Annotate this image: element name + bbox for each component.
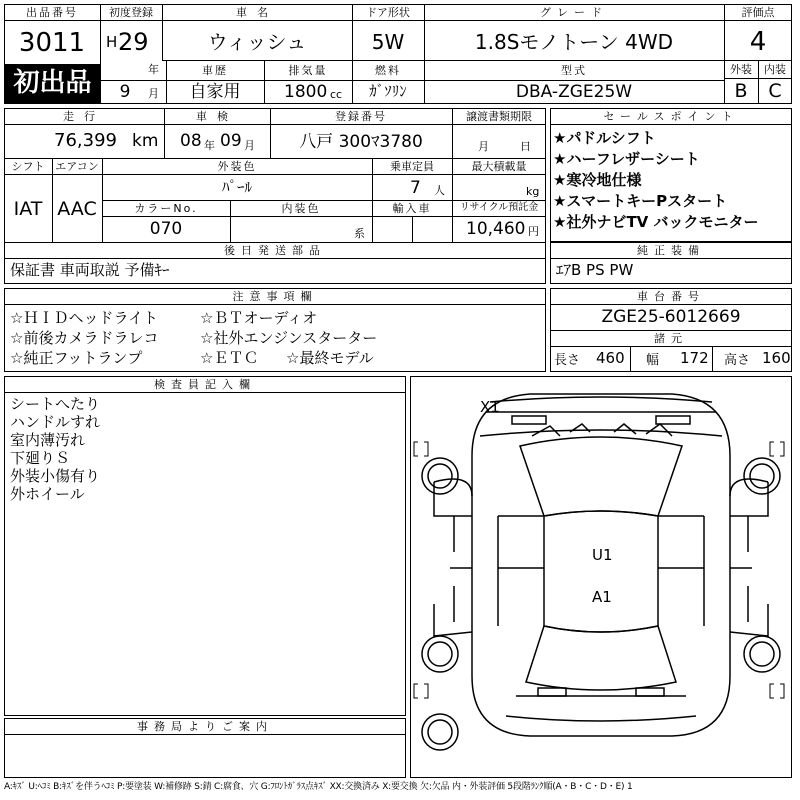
interior-grade-label: 内装 xyxy=(764,63,786,76)
width-label: 幅 xyxy=(646,353,660,368)
note-item: ☆純正フットランプ xyxy=(10,349,143,367)
inspector-item: シートへたり xyxy=(10,395,101,413)
car-diagram xyxy=(410,376,792,778)
height-label: 高さ xyxy=(724,353,751,368)
inspection-year-unit: 年 xyxy=(204,139,215,152)
deadline-label: 譲渡書類期限 xyxy=(466,110,532,123)
color-number-label: カラーNo. xyxy=(134,202,198,215)
note-item: ☆ＨＩＤヘッドライト xyxy=(10,309,158,327)
lot-number: 3011 xyxy=(18,28,86,58)
registration-month: 9 xyxy=(119,82,131,102)
capacity: 7 xyxy=(410,178,421,198)
mileage-label: 走行 xyxy=(63,110,105,123)
capacity-unit: 人 xyxy=(434,184,445,197)
inspector-item: 外装小傷有り xyxy=(10,467,101,485)
import-label: 輸入車 xyxy=(392,202,432,215)
damage-mark: X1 xyxy=(480,398,500,416)
first-registration-label: 初度登録 xyxy=(109,6,153,19)
recycle-fee: 10,460 xyxy=(466,219,526,239)
equipment-title: 純正装備 xyxy=(637,244,705,257)
deadline-month-unit: 月 xyxy=(478,140,489,153)
model-label: 型式 xyxy=(561,64,587,77)
later-parts: 保証書 車両取説 予備ｷｰ xyxy=(10,261,170,279)
chassis-title: 車台番号 xyxy=(637,290,705,303)
exterior-grade-label: 外装 xyxy=(730,63,752,76)
model-code: DBA-ZGE25W xyxy=(515,82,633,102)
equipment-value: ｴｱB PS PW xyxy=(556,261,634,279)
notes-title: 注意事項欄 xyxy=(232,290,318,303)
inspection-month: 09 xyxy=(220,131,242,151)
color-number: 070 xyxy=(149,219,183,239)
recycle-fee-unit: 円 xyxy=(528,225,539,238)
year-unit: 年 xyxy=(148,63,159,76)
max-load-unit: kg xyxy=(526,185,540,198)
exterior-color-label: 外装色 xyxy=(217,160,257,173)
door-type: 5W xyxy=(371,30,405,54)
inspector-list xyxy=(10,395,100,503)
sales-point-item: ★パドルシフト xyxy=(553,129,656,147)
grade: 1.8Sモノトーン 4WD xyxy=(474,30,674,54)
exterior-color: ﾊﾟｰﾙ xyxy=(221,178,252,196)
height: 160 xyxy=(762,349,791,367)
legend-text: A:ｷｽﾞ U:ﾍｺﾐ B:ｷｽﾞを伴うﾍｺﾐ P:要塗装 W:補修跡 S:錆 C:腐食、穴 G:ﾌﾛﾝﾄｶﾞﾗｽ点ｷｽﾞ XX:交換済み X:要交換 欠:欠品 内・外装評価 5段階ﾗﾝｸ順(A・B・C・D・E) 1 xyxy=(4,782,633,792)
dimensions-title: 諸元 xyxy=(654,332,688,345)
air-conditioner: AAC xyxy=(57,198,97,220)
shift: IAT xyxy=(13,198,43,220)
inspector-item: 室内薄汚れ xyxy=(10,431,86,449)
cc-unit: cc xyxy=(330,88,343,101)
inspector-title: 検査員記入欄 xyxy=(154,378,256,391)
note-item: ☆前後カメラドラレコ xyxy=(10,329,159,347)
inspection-year: 08 xyxy=(180,131,202,151)
score: 4 xyxy=(749,27,767,57)
interior-color-unit: 系 xyxy=(354,227,365,240)
plate-number: 八戸 300ﾏ3780 xyxy=(299,132,423,152)
history: 自家用 xyxy=(189,82,241,102)
damage-mark: A1 xyxy=(592,588,612,606)
sales-point-item: ★ハーフレザーシート xyxy=(553,150,700,168)
sales-points-list xyxy=(553,128,791,233)
later-parts-label: 後日発送部品 xyxy=(224,244,326,257)
door-label: ドア形状 xyxy=(366,6,410,19)
ac-label: エアコン xyxy=(55,160,99,173)
capacity-label: 乗車定員 xyxy=(390,160,434,173)
displacement: 1800 xyxy=(284,82,328,102)
sales-points-title: セールスポイント xyxy=(603,110,739,123)
office-title: 事務局よりご案内 xyxy=(137,720,273,733)
chassis-number: ZGE25-6012669 xyxy=(601,307,741,327)
damage-mark: U1 xyxy=(592,546,613,564)
fuel: ｶﾞｿﾘﾝ xyxy=(369,82,407,100)
era-letter: H xyxy=(106,33,118,51)
fuel-label: 燃料 xyxy=(375,64,401,77)
recycle-fee-label: リサイクル預託金 xyxy=(459,202,539,213)
lot-number-label: 出品番号 xyxy=(26,6,78,19)
first-listing-text: 初出品 xyxy=(13,68,92,98)
note-item: ☆ＥＴＣ xyxy=(200,349,259,367)
score-label: 評価点 xyxy=(741,6,775,19)
note-item: ☆社外エンジンスターター xyxy=(200,329,378,347)
inspector-item: 外ホイール xyxy=(10,485,85,503)
max-load-label: 最大積載量 xyxy=(471,160,527,173)
car-name: ウィッシュ xyxy=(207,30,307,54)
interior-grade: C xyxy=(768,80,782,102)
inspection-label: 車検 xyxy=(196,110,238,123)
length: 460 xyxy=(596,349,625,367)
month-unit: 月 xyxy=(148,87,159,100)
mileage: 76,399 xyxy=(54,130,117,151)
note-item: ☆ＢＴオーディオ xyxy=(200,309,318,327)
plate-label: 登録番号 xyxy=(335,110,387,123)
sales-point-item: ★寒冷地仕様 xyxy=(553,171,642,189)
shift-label: シフト xyxy=(11,160,45,173)
registration-year: 29 xyxy=(118,28,149,56)
length-label: 長さ xyxy=(554,353,581,368)
inspector-item: ハンドルすれ xyxy=(10,413,101,431)
inspection-month-unit: 月 xyxy=(244,139,255,152)
width: 172 xyxy=(680,349,709,367)
inspector-item: 下廻りＳ xyxy=(10,449,71,467)
grade-label: グレード xyxy=(540,6,608,19)
sales-point-item: ★社外ナビTV バックモニター xyxy=(553,213,759,231)
mileage-unit: km xyxy=(132,131,159,151)
exterior-grade: B xyxy=(734,80,748,102)
note-item: ☆最終モデル xyxy=(286,349,374,367)
car-name-label: 車名 xyxy=(236,6,278,19)
interior-color-label: 内装色 xyxy=(281,202,321,215)
displacement-label: 排気量 xyxy=(288,64,328,77)
sales-point-item: ★スマートキーPスタート xyxy=(553,192,728,210)
deadline-day-unit: 日 xyxy=(520,140,531,153)
history-label: 車歴 xyxy=(202,64,228,77)
